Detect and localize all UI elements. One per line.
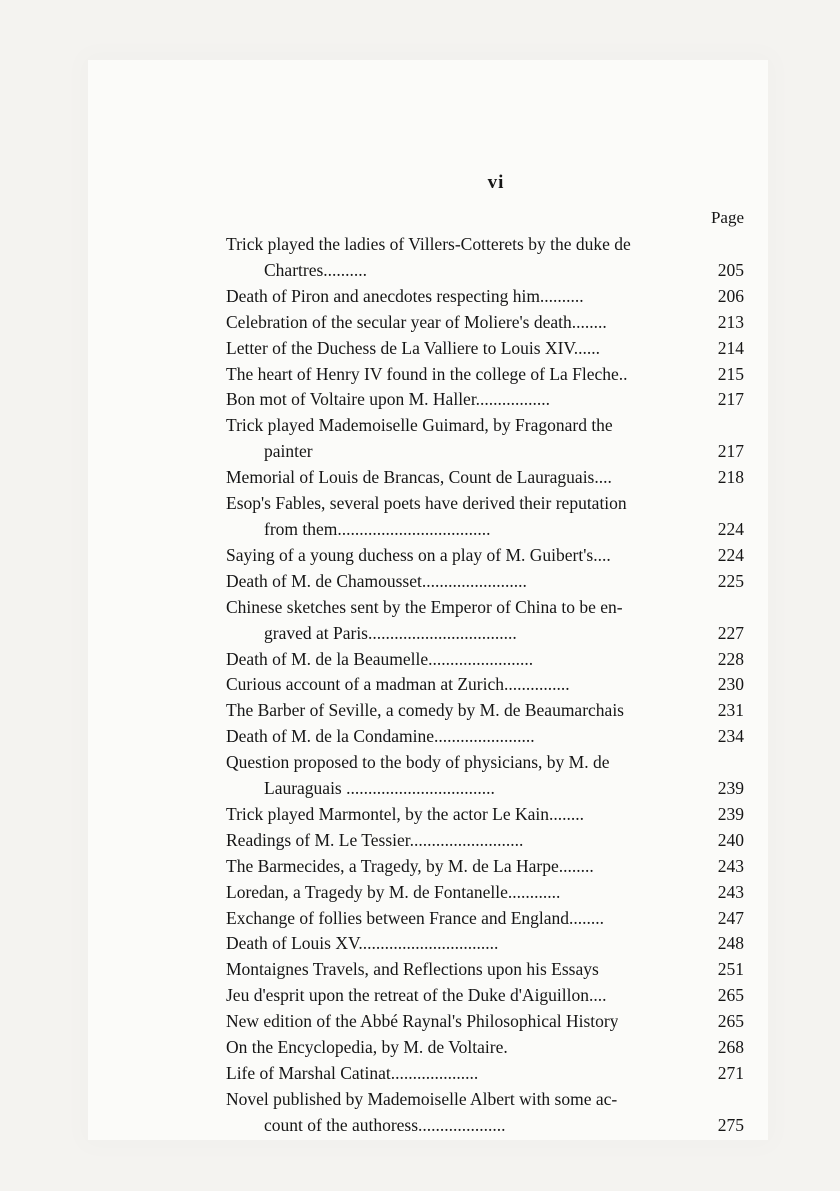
toc-entry (226, 931, 744, 957)
toc-page-number: 231 (717, 700, 744, 721)
toc-entry (226, 983, 744, 1009)
toc-entry-title: Chartres.......... (264, 259, 368, 280)
toc-page-number: 214 (717, 337, 744, 358)
toc-entry-line-with-page (226, 983, 744, 1009)
toc-entry-title: Death of Piron and anecdotes respecting him.......... (226, 285, 584, 306)
toc-entry-title: from them................................... (264, 518, 491, 539)
toc-entry (226, 802, 744, 828)
toc-entry (226, 854, 744, 880)
toc-entry-line (226, 232, 744, 258)
toc-entry (226, 957, 744, 983)
toc-entry-title: On the Encyclopedia, by M. de Voltaire. (226, 1037, 508, 1058)
toc-entry (226, 1009, 744, 1035)
toc-entry-line-with-page (226, 880, 744, 906)
toc-entry-line-with-page (226, 698, 744, 724)
toc-entry (226, 1061, 744, 1087)
toc-entry-title: Readings of M. Le Tessier.......................... (226, 829, 524, 850)
toc-entry-line-with-page (226, 465, 744, 491)
toc-entry (226, 672, 744, 698)
toc-page-number: 275 (717, 1114, 744, 1135)
toc-page-number: 243 (717, 881, 744, 902)
toc-entry (226, 491, 744, 543)
toc-page-number: 247 (717, 907, 744, 928)
toc-entry-title: Jeu d'esprit upon the retreat of the Duke d'Aiguillon.... (226, 985, 607, 1006)
toc-page-number: 240 (717, 829, 744, 850)
toc-entry-title: Esop's Fables, several poets have derived their reputation (226, 493, 627, 514)
toc-page-number: 224 (717, 518, 744, 539)
toc-entry-title: count of the authoress.................... (264, 1114, 506, 1135)
toc-entry (226, 880, 744, 906)
toc-page-number: 213 (717, 311, 744, 332)
toc-entry-title: The Barber of Seville, a comedy by M. de Beaumarchais (226, 700, 624, 721)
toc-page-number: 230 (717, 674, 744, 695)
toc-entry-title: Death of M. de la Condamine....................... (226, 726, 535, 747)
toc-entry (226, 595, 744, 647)
toc-entry-title: New edition of the Abbé Raynal's Philosophical History (226, 1011, 619, 1032)
toc-entry (226, 413, 744, 465)
toc-entry-line-with-page (226, 543, 744, 569)
toc-entry-title: Death of M. de la Beaumelle........................ (226, 648, 534, 669)
toc-page-number: 239 (717, 803, 744, 824)
toc-page-number: 228 (717, 648, 744, 669)
toc-entry-line-with-page (226, 621, 744, 647)
toc-entry-title: Life of Marshal Catinat.................... (226, 1063, 479, 1083)
toc-entry (226, 724, 744, 750)
toc-page-number: 271 (717, 1063, 744, 1083)
toc-entry-line-with-page (226, 439, 744, 465)
toc-entry-line-with-page (226, 1035, 744, 1061)
toc-entry (226, 569, 744, 595)
toc-entry-title: Montaignes Travels, and Reflections upon his Essays (226, 959, 599, 980)
toc-entry-title: The Barmecides, a Tragedy, by M. de La Harpe........ (226, 855, 594, 876)
toc-entry-title: Saying of a young duchess on a play of M. Guibert's.... (226, 544, 611, 565)
toc-entry-title: The heart of Henry IV found in the college of La Fleche.. (226, 363, 628, 384)
roman-page-number: vi (487, 172, 505, 193)
toc-entry-title: Novel published by Mademoiselle Albert with some ac- (226, 1088, 618, 1109)
toc-entry (226, 362, 744, 388)
toc-entry (226, 543, 744, 569)
toc-entry-title: Death of Louis XV................................ (226, 933, 499, 954)
book-page (88, 60, 768, 1140)
toc-entry-line-with-page (226, 362, 744, 388)
toc-page-number: 217 (717, 441, 744, 462)
page-column-header: Page (710, 208, 744, 227)
toc-page-number: 265 (717, 985, 744, 1006)
toc-entry (226, 465, 744, 491)
toc-entry-line (226, 595, 744, 621)
toc-page-number: 224 (717, 544, 744, 565)
toc-page-number: 215 (717, 363, 744, 384)
toc-entry (226, 336, 744, 362)
toc-entry-title: Bon mot of Voltaire upon M. Haller................. (226, 389, 551, 410)
toc-page-number: 225 (717, 570, 744, 591)
toc-entry (226, 647, 744, 673)
toc-entry-line-with-page (226, 906, 744, 932)
toc-entry-line-with-page (226, 1009, 744, 1035)
toc-entry-line (226, 491, 744, 517)
toc-entry (226, 906, 744, 932)
toc-entry-line-with-page (226, 776, 744, 802)
toc-entry-line-with-page (226, 724, 744, 750)
toc-entry-title: Lauraguais .................................. (264, 778, 495, 799)
toc-entry-title: Curious account of a madman at Zurich............... (226, 674, 570, 695)
toc-entry-line-with-page (226, 957, 744, 983)
toc-entry-line-with-page (226, 828, 744, 854)
toc-entry-line-with-page (226, 931, 744, 957)
table-of-contents (226, 232, 744, 1139)
toc-entry (226, 310, 744, 336)
toc-entry-title: Trick played Mademoiselle Guimard, by Fragonard the (226, 415, 613, 436)
toc-entry (226, 698, 744, 724)
toc-page-number: 217 (717, 389, 744, 410)
toc-page-number: 205 (717, 259, 744, 280)
toc-entry-line-with-page (226, 387, 744, 413)
toc-entry-title: graved at Paris.................................. (264, 622, 517, 643)
toc-entry-title: Chinese sketches sent by the Emperor of China to be en- (226, 596, 623, 617)
toc-entry-line (226, 1087, 744, 1113)
toc-entry-title: Loredan, a Tragedy by M. de Fontanelle............ (226, 881, 561, 902)
toc-page-number: 239 (717, 778, 744, 799)
toc-entry-line-with-page (226, 1061, 744, 1087)
toc-entry-line-with-page (226, 258, 744, 284)
toc-page-number: 218 (717, 467, 744, 488)
toc-page-number: 234 (717, 726, 744, 747)
toc-entry (226, 232, 744, 284)
toc-entry (226, 284, 744, 310)
toc-entry-title: Death of M. de Chamousset........................ (226, 570, 527, 591)
toc-entry (226, 387, 744, 413)
toc-entry-line-with-page (226, 647, 744, 673)
toc-entry-line-with-page (226, 854, 744, 880)
toc-entry-line-with-page (226, 672, 744, 698)
toc-entry-title: Trick played Marmontel, by the actor Le Kain........ (226, 803, 585, 824)
toc-entry (226, 1087, 744, 1139)
toc-entry-line (226, 413, 744, 439)
toc-entry-title: Exchange of follies between France and England........ (226, 907, 605, 928)
toc-entry-line-with-page (226, 802, 744, 828)
toc-entry-line (226, 750, 744, 776)
toc-entry-title: Celebration of the secular year of Moliere's death........ (226, 311, 607, 332)
toc-entry-title: Question proposed to the body of physicians, by M. de (226, 752, 610, 773)
toc-page-number: 248 (717, 933, 744, 954)
toc-entry-title: Letter of the Duchess de La Valliere to Louis XIV...... (226, 337, 601, 358)
toc-entry (226, 828, 744, 854)
toc-entry-line-with-page (226, 284, 744, 310)
toc-entry-line-with-page (226, 310, 744, 336)
toc-page-number: 243 (717, 855, 744, 876)
toc-entry (226, 750, 744, 802)
toc-entry-line-with-page (226, 517, 744, 543)
toc-page-number: 268 (717, 1037, 744, 1058)
toc-page-number: 265 (717, 1011, 744, 1032)
toc-page-number: 206 (717, 285, 744, 306)
toc-entry-title: Trick played the ladies of Villers-Cotterets by the duke de (226, 234, 631, 254)
toc-entry-line-with-page (226, 569, 744, 595)
toc-page-number: 251 (717, 959, 744, 980)
toc-entry-title: Memorial of Louis de Brancas, Count de Lauraguais.... (226, 467, 612, 488)
toc-entry-title: painter (264, 441, 313, 462)
toc-page-number: 227 (717, 622, 744, 643)
toc-entry-line-with-page (226, 336, 744, 362)
toc-entry (226, 1035, 744, 1061)
toc-entry-line-with-page (226, 1113, 744, 1139)
